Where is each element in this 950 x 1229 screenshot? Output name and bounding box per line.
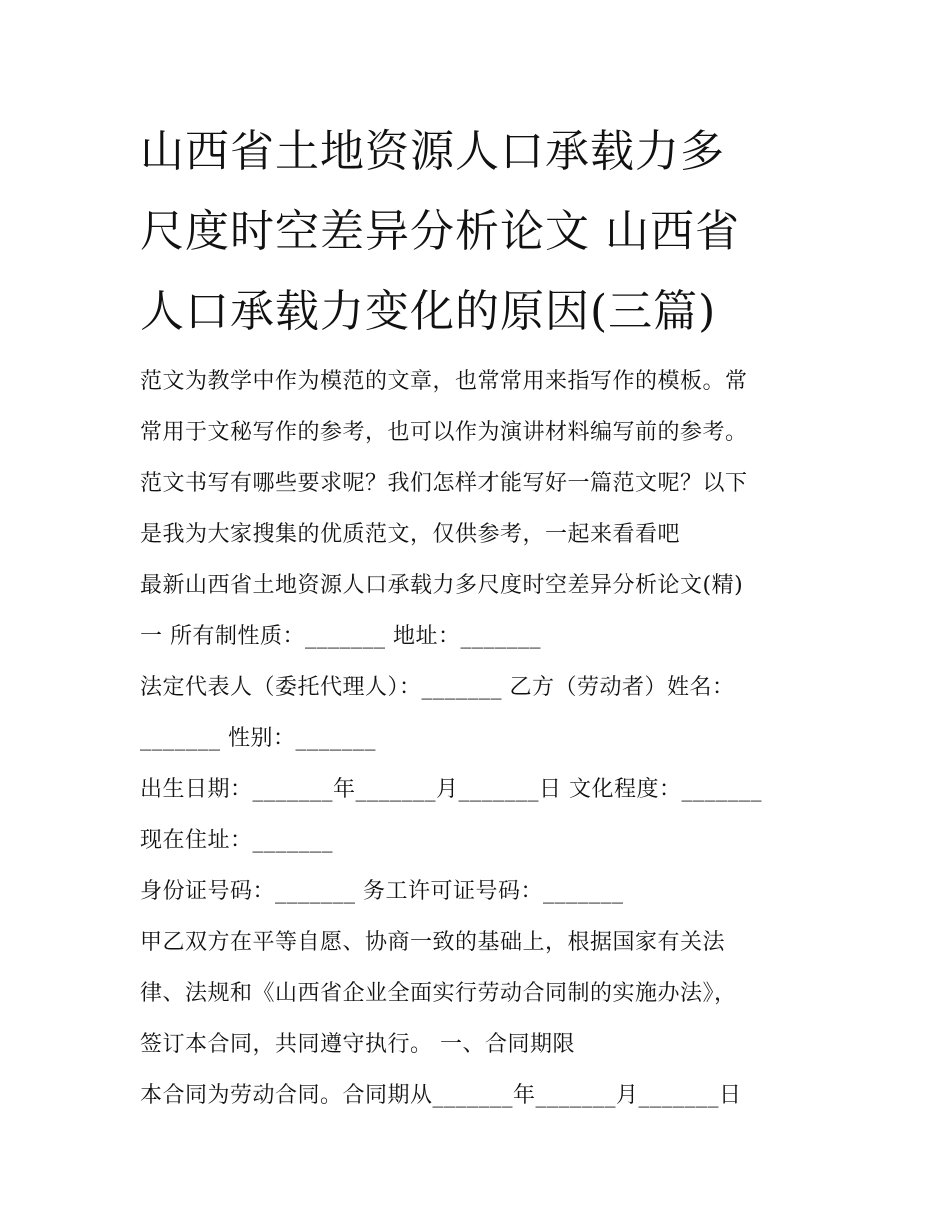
title-line: 山西省土地资源人口承载力多 <box>140 126 725 177</box>
form-field-line: 现在住址：_______ <box>140 828 334 853</box>
form-field-line: _______ 性别：_______ <box>140 726 376 751</box>
contract-text-line: 签订本合同，共同遵守执行。 一、合同期限 <box>140 1032 575 1057</box>
intro-line: 范文为教学中作为模范的文章，也常常用来指写作的模板。常 <box>140 369 748 394</box>
form-field-line: 出生日期：_______年_______月_______日 文化程度：_______ <box>140 777 762 802</box>
document-body <box>140 356 830 1121</box>
form-field-line: 身份证号码：_______ 务工许可证号码：_______ <box>140 879 624 904</box>
intro-line: 范文书写有哪些要求呢？我们怎样才能写好一篇范文呢？以下 <box>140 471 748 496</box>
contract-text-line: 甲乙双方在平等自愿、协商一致的基础上，根据国家有关法 <box>140 930 726 955</box>
document-title <box>140 112 830 352</box>
subtitle-line: 最新山西省土地资源人口承载力多尺度时空差异分析论文(精) <box>140 573 744 598</box>
title-line: 人口承载力变化的原因(三篇) <box>140 286 717 337</box>
contract-text-line: 律、法规和《山西省企业全面实行劳动合同制的实施办法》， <box>140 981 737 1006</box>
form-field-line: 法定代表人（委托代理人）：_______ 乙方（劳动者）姓名： <box>140 675 735 700</box>
contract-text-line: 本合同为劳动合同。合同期从_______年_______月_______日 <box>140 1083 742 1108</box>
form-field-line: 一 所有制性质：_______ 地址：_______ <box>140 624 541 649</box>
intro-line: 常用于文秘写作的参考，也可以作为演讲材料编写前的参考。 <box>140 420 748 445</box>
title-line: 尺度时空差异分析论文 山西省 <box>140 206 740 257</box>
intro-line: 是我为大家搜集的优质范文，仅供参考，一起来看看吧 <box>140 522 681 547</box>
